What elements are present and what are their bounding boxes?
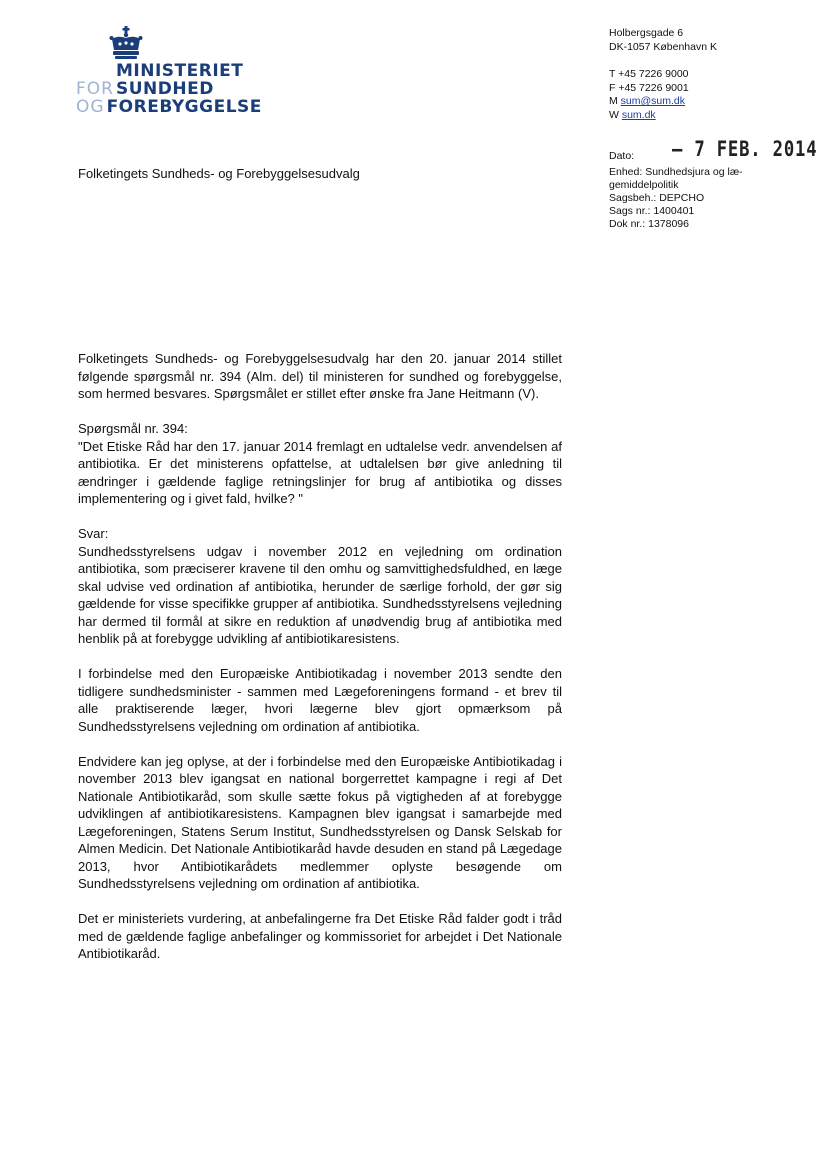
answer-paragraph-2: I forbindelse med den Europæiske Antibiotikadag i november 2013 sendte den tidligere sundhedsminister - sammen med Lægeforeningens formand - et brev til alle praktiserende læger, hvori lægerne blev gjort opmærksom på Sundhedsstyrelsens vejledning om ordination af antibiotika. bbox=[78, 666, 562, 734]
address-fax: F +45 7226 9001 bbox=[609, 81, 689, 94]
case-handler-row bbox=[609, 192, 784, 205]
logo-prefix-og: OG bbox=[76, 97, 105, 117]
case-handler-value: DEPCHO bbox=[659, 192, 705, 204]
unit-value: Sundhedsjura og læ-gemiddelpolitik bbox=[609, 166, 743, 191]
question-heading: Spørgsmål nr. 394: bbox=[78, 421, 188, 436]
logo-prefix-for: FOR bbox=[76, 79, 114, 99]
address-web-prefix: W bbox=[609, 108, 619, 121]
document-number-row bbox=[609, 218, 784, 231]
address-city: DK-1057 København K bbox=[609, 40, 717, 53]
document-number-label: Dok nr.: bbox=[609, 218, 646, 230]
address-web-row bbox=[609, 109, 717, 123]
case-number-value: 1400401 bbox=[653, 205, 695, 217]
logo-line-sundhed: SUNDHED bbox=[115, 79, 214, 99]
answer-heading: Svar: bbox=[78, 526, 109, 541]
case-meta-block bbox=[609, 150, 784, 231]
answer-paragraph-3: Endvidere kan jeg oplyse, at der i forbindelse med den Europæiske Antibiotikadag i november 2013 blev igangsat en national borgerrettet kampagne i regi af Det Nationale Antibiotikaråd, som skulle sætte fokus på vigtigheden af at forebygge udviklingen af antibiotikaresistens. Kampagnen blev igangsat i samarbejde med Lægeforeningen, Statens Serum Institut, Sundhedsstyrelsen og Dansk Selskab for Almen Medicin. Det Nationale Antibiotikaråd havde desuden en stand på Lægedage 2013, hvor Antibiotikarådets medlemmer oplyste besøgende om Sundhedsstyrelsens vejledning om ordination af antibiotika. bbox=[78, 753, 562, 891]
logo-line-forebyggelse: FOREBYGGELSE bbox=[106, 97, 262, 117]
date-label: Dato: bbox=[609, 150, 635, 162]
address-phone: T +45 7226 9000 bbox=[609, 68, 689, 80]
letter-body bbox=[78, 350, 562, 980]
answer-paragraph-4: Det er ministeriets vurdering, at anbefalingerne fra Det Etiske Råd falder godt i tråd med de gældende faglige anbefalinger og kommissoriet for arbejdet i Det Nationale Antibiotikaråd. bbox=[78, 911, 562, 961]
royal-crown-icon bbox=[108, 26, 144, 60]
case-number-label: Sags nr.: bbox=[609, 205, 651, 217]
address-street: Holbergsgade 6 bbox=[609, 27, 684, 39]
logo-line-ministeriet: MINISTERIET bbox=[116, 61, 244, 81]
web-link[interactable]: sum.dk bbox=[621, 108, 656, 121]
answer-paragraph-1: Sundhedsstyrelsens udgav i november 2012 en vejledning om ordination antibiotika, som præciserer kravene til den omhu og samvittighedsfuldhed, en læge skal udvise ved ordination af antibiotika, herunder de særlige forhold, der gør sig gældende for visse specifikke grupper af antibiotika. Sundhedsstyrelsens vejledning har dermed til formål at sikre en reduktion af unødvendig brug af antibiotika med henblik på at forebygge udvikling af antibiotikaresistens. bbox=[78, 543, 562, 646]
unit-label: Enhed: bbox=[609, 166, 643, 178]
address-mail-prefix: M bbox=[609, 95, 618, 107]
intro-paragraph: Folketingets Sundheds- og Forebyggelsesudvalg har den 20. januar 2014 stillet følgende spørgsmål nr. 394 (Alm. del) til ministeren for sundhed og forebyggelse, som hermed besvares. Spørgsmålet er stillet efter ønske fra Jane Heitmann (V). bbox=[78, 351, 562, 401]
case-handler-label: Sagsbeh.: bbox=[609, 192, 657, 204]
case-number-row bbox=[609, 205, 784, 218]
ministry-logo bbox=[76, 62, 262, 116]
document-number-value: 1378096 bbox=[648, 218, 689, 230]
address-block bbox=[609, 27, 717, 122]
recipient: Folketingets Sundheds- og Forebyggelsesudvalg bbox=[78, 166, 360, 181]
date-stamp: – 7 FEB. 2014 bbox=[672, 137, 818, 161]
unit-row bbox=[609, 166, 784, 192]
question-paragraph: "Det Etiske Råd har den 17. januar 2014 fremlagt en udtalelse vedr. anvendelsen af antibiotika. Er det ministerens opfattelse, at udtalelsen bør give anledning til ændringer i gældende faglige retningslinjer for brug af antibiotika og disses implementering og i givet fald, hvilke? " bbox=[78, 438, 562, 506]
address-mail-row bbox=[609, 95, 717, 109]
mail-link[interactable]: sum@sum.dk bbox=[620, 95, 686, 107]
